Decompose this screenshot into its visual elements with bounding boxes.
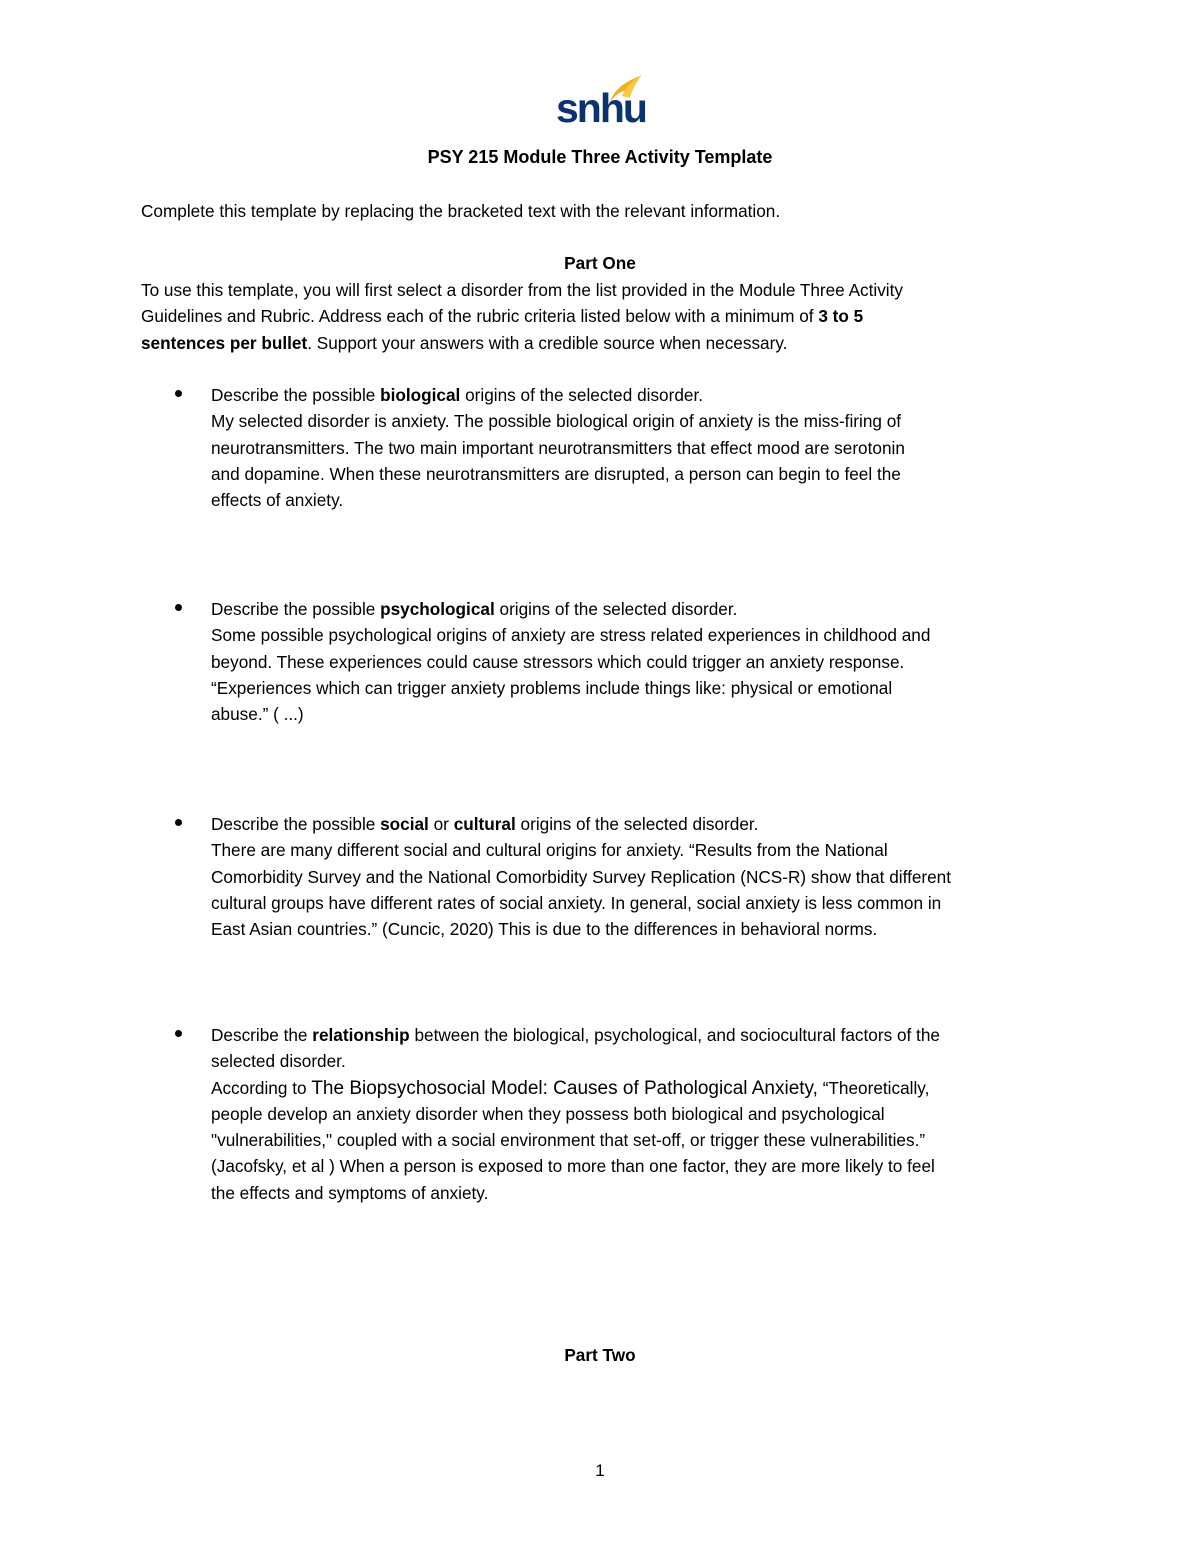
instructions [141, 277, 1061, 356]
answer-line: My selected disorder is anxiety. The possible biological origin of anxiety is the miss-firing of [211, 411, 902, 432]
answer-line: the effects and symptoms of anxiety. [211, 1182, 489, 1203]
answer-line: Comorbidity Survey and the National Comorbidity Survey Replication (NCS-R) show that different [211, 866, 952, 887]
answer-line: cultural groups have different rates of social anxiety. In general, social anxiety is less common in [211, 892, 942, 913]
part-one-heading: Part One [564, 253, 636, 273]
instructions-line: To use this template, you will first select a disorder from the list provided in the Module Three Activity [141, 280, 903, 300]
logo-wordmark: snhu [556, 85, 646, 131]
part-two-heading: Part Two [564, 1345, 636, 1365]
instructions-line: Guidelines and Rubric. Address each of the rubric criteria listed below with a minimum of 3 to 5 [141, 306, 864, 327]
snhu-logo [556, 72, 646, 132]
answer-line: According to The Biopsychosocial Model: Causes of Pathological Anxiety, “Theoretically, [211, 1077, 930, 1099]
answer-line: Some possible psychological origins of anxiety are stress related experiences in childhood and [211, 625, 931, 646]
answer-line: “Experiences which can trigger anxiety problems include things like: physical or emotional [211, 677, 893, 698]
answer-line: and dopamine. When these neurotransmitters are disrupted, a person can begin to feel the [211, 463, 901, 484]
intro-text: Complete this template by replacing the bracketed text with the relevant information. [141, 201, 781, 221]
answer-line: neurotransmitters. The two main important neurotransmitters that effect mood are serotonin [211, 437, 905, 458]
answer-line: beyond. These experiences could cause stressors which could trigger an anxiety response. [211, 651, 905, 672]
bullet-prompt: Describe the possible psychological origins of the selected disorder. [211, 599, 738, 619]
answer-line: "vulnerabilities," coupled with a social environment that set-off, or trigger these vulnerabilities.” [211, 1130, 926, 1151]
answer-line: abuse.” ( ...) [211, 704, 304, 725]
bullet-prompt-line2: selected disorder. [211, 1051, 346, 1072]
page-number: 1 [595, 1461, 605, 1480]
bullet-icon [175, 604, 182, 611]
document-title: PSY 215 Module Three Activity Template [427, 147, 773, 167]
answer-line: effects of anxiety. [211, 490, 344, 511]
bullet-icon [175, 1030, 182, 1037]
bullet-prompt: Describe the possible biological origins of the selected disorder. [211, 385, 704, 405]
bullet-icon [175, 390, 182, 397]
source-title: The Biopsychosocial Model: Causes of Pathological Anxiety, [311, 1077, 818, 1099]
instructions-line: sentences per bullet. Support your answers with a credible source when necessary. [141, 332, 788, 353]
bullet-prompt: Describe the relationship between the biological, psychological, and sociocultural factors of the [211, 1025, 940, 1045]
answer-line: (Jacofsky, et al ) When a person is exposed to more than one factor, they are more likely to feel [211, 1156, 935, 1177]
bullet-prompt: Describe the possible social or cultural origins of the selected disorder. [211, 814, 759, 834]
answer-line: people develop an anxiety disorder when they possess both biological and psychological [211, 1103, 885, 1124]
bullet-icon [175, 819, 182, 826]
answer-line: East Asian countries.” (Cuncic, 2020) This is due to the differences in behavioral norms. [211, 919, 878, 940]
answer-line: There are many different social and cultural origins for anxiety. “Results from the National [211, 840, 888, 861]
